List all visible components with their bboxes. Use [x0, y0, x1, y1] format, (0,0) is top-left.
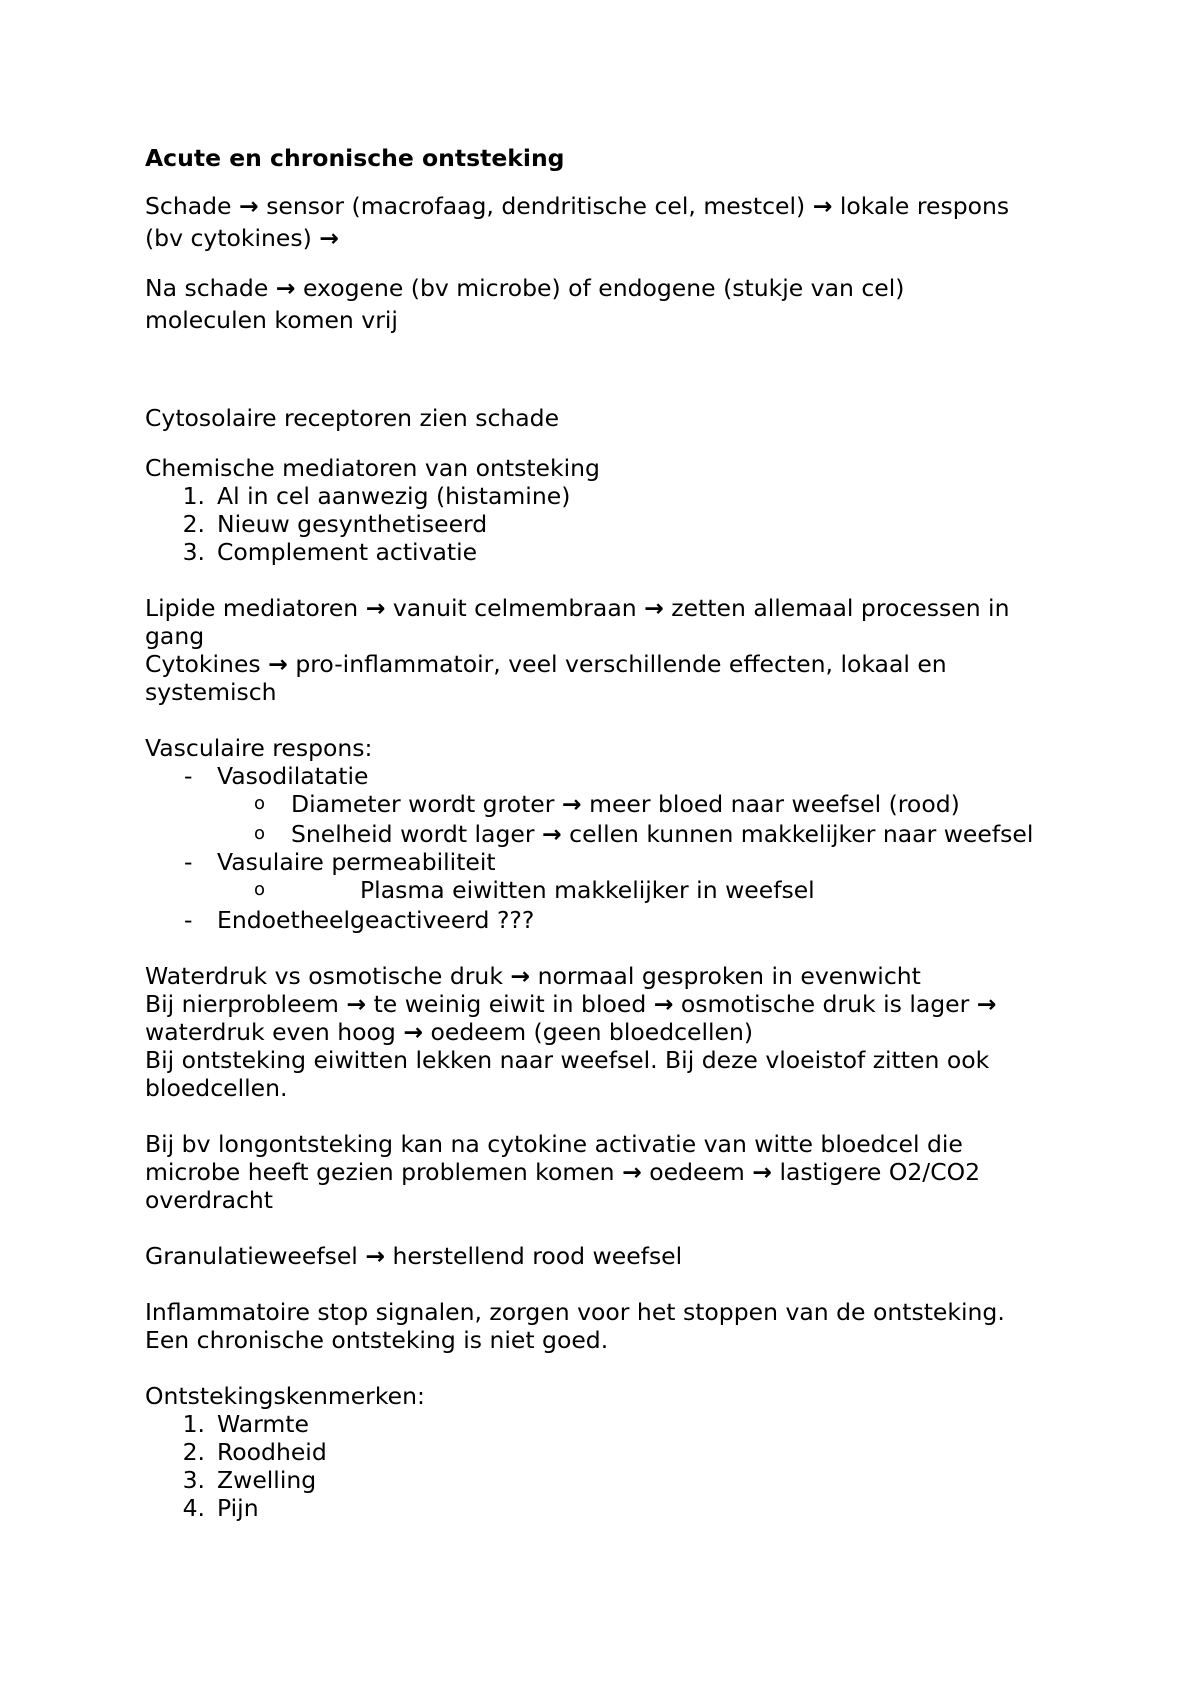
paragraph-waterdruk: [145, 962, 1155, 991]
list-text: [291, 820, 1033, 849]
arrow-icon: →: [752, 1158, 772, 1186]
text: waterdruk even hoog: [145, 1018, 396, 1046]
arrow-icon: →: [365, 594, 386, 622]
text: Bij nierprobleem: [145, 990, 339, 1018]
list-text: Vasodilatatie: [217, 762, 369, 790]
arrow-icon: →: [653, 990, 674, 1018]
text: exogene (bv microbe) of endogene (stukje van cel): [302, 274, 905, 302]
text: lokale respons: [839, 192, 1010, 220]
list-number: 1.: [182, 482, 205, 510]
paragraph-longontsteking: Bij bv longontsteking kan na cytokine activatie van witte bloedcel die: [145, 1130, 963, 1158]
text: oedeem (geen bloedcellen): [430, 1018, 754, 1046]
arrow-icon: →: [561, 790, 582, 818]
list-number: 1.: [182, 1410, 205, 1438]
dash-bullet: -: [184, 906, 193, 934]
text: Lipide mediatoren: [145, 594, 359, 622]
paragraph-longontsteking-line3: overdracht: [145, 1186, 273, 1214]
text: Schade: [145, 192, 232, 220]
text: normaal gesproken in evenwicht: [537, 962, 921, 990]
paragraph-kenmerken: Ontstekingskenmerken:: [145, 1382, 425, 1410]
paragraph-schade-line2: [145, 224, 1155, 253]
text: Cytokines: [145, 650, 261, 678]
arrow-icon: →: [622, 1158, 642, 1186]
arrow-icon: →: [510, 962, 531, 990]
paragraph-lipide: [145, 594, 1155, 623]
list-text: Endoetheelgeactiveerd ???: [217, 906, 535, 934]
dash-bullet: -: [184, 848, 193, 876]
paragraph-waterdruk-line3: [145, 1018, 1155, 1047]
paragraph-na-schade: [145, 274, 1155, 303]
list-text: Zwelling: [217, 1466, 317, 1494]
paragraph-lipide-line2: gang: [145, 622, 205, 650]
list-text: Nieuw gesynthetiseerd: [217, 510, 488, 538]
text: (bv cytokines): [145, 224, 312, 252]
circle-bullet: o: [254, 793, 266, 814]
text: Snelheid wordt lager: [291, 820, 535, 848]
text: te weinig eiwit in bloed: [373, 990, 647, 1018]
arrow-icon: →: [644, 594, 664, 622]
text: cellen kunnen makkelijker naar weefsel: [569, 820, 1034, 848]
list-text: [291, 790, 960, 819]
paragraph-waterdruk-line5: bloedcellen.: [145, 1074, 288, 1102]
text: oedeem: [649, 1158, 745, 1186]
text: osmotische druk is lager: [680, 990, 970, 1018]
paragraph-waterdruk-line4: Bij ontsteking eiwitten lekken naar weefsel. Bij deze vloeistof zitten ook: [145, 1046, 990, 1074]
document-title: Acute en chronische ontsteking: [145, 144, 565, 172]
arrow-icon: →: [268, 650, 288, 678]
text: sensor (macrofaag, dendritische cel, mestcel): [266, 192, 806, 220]
paragraph-schade: [145, 192, 1155, 221]
paragraph-vasculaire: Vasculaire respons:: [145, 734, 373, 762]
list-number: 3.: [182, 1466, 205, 1494]
text: lastigere O2/CO2: [779, 1158, 981, 1186]
paragraph-inflammatoire-line2: Een chronische ontsteking is niet goed.: [145, 1326, 609, 1354]
arrow-icon: →: [275, 274, 296, 302]
circle-bullet: o: [254, 823, 266, 844]
paragraph-cytosolaire: Cytosolaire receptoren zien schade: [145, 404, 560, 432]
list-text: Al in cel aanwezig (histamine): [217, 482, 571, 510]
list-text: Warmte: [217, 1410, 309, 1438]
paragraph-na-schade-line2: moleculen komen vrij: [145, 306, 398, 334]
paragraph-inflammatoire: Inflammatoire stop signalen, zorgen voor het stoppen van de ontsteking.: [145, 1298, 1005, 1326]
arrow-icon: →: [365, 1242, 386, 1270]
circle-bullet: o: [254, 879, 266, 900]
text: Diameter wordt groter: [291, 790, 555, 818]
list-number: 4.: [182, 1494, 205, 1522]
text: zetten allemaal processen in: [671, 594, 1010, 622]
list-text: Pijn: [217, 1494, 259, 1522]
list-text: Complement activatie: [217, 538, 478, 566]
paragraph-longontsteking-line2: [145, 1158, 1155, 1187]
arrow-icon: →: [346, 990, 367, 1018]
paragraph-chemische: Chemische mediatoren van ontsteking: [145, 454, 600, 482]
paragraph-granulatie: [145, 1242, 1155, 1271]
list-number: 2.: [182, 510, 205, 538]
arrow-icon: →: [541, 820, 562, 848]
list-number: 3.: [182, 538, 205, 566]
text: herstellend rood weefsel: [392, 1242, 683, 1270]
arrow-icon: →: [812, 192, 833, 220]
list-number: 2.: [182, 1438, 205, 1466]
text: Waterdruk vs osmotische druk: [145, 962, 503, 990]
text: pro-inflammatoir, veel verschillende effecten, lokaal en: [295, 650, 947, 678]
paragraph-cytokines: [145, 650, 1155, 679]
text: Na schade: [145, 274, 269, 302]
arrow-icon: →: [403, 1018, 424, 1046]
text: microbe heeft gezien problemen komen: [145, 1158, 615, 1186]
text: meer bloed naar weefsel (rood): [589, 790, 960, 818]
list-text: Vasulaire permeabiliteit: [217, 848, 496, 876]
arrow-icon: →: [239, 192, 259, 220]
arrow-icon: →: [976, 990, 997, 1018]
paragraph-waterdruk-line2: [145, 990, 1155, 1019]
text: Granulatieweefsel: [145, 1242, 358, 1270]
dash-bullet: -: [184, 762, 193, 790]
paragraph-cytokines-line2: systemisch: [145, 678, 277, 706]
text: vanuit celmembraan: [392, 594, 637, 622]
list-text: Plasma eiwitten makkelijker in weefsel: [360, 876, 815, 904]
arrow-icon: →: [319, 224, 339, 252]
list-text: Roodheid: [217, 1438, 327, 1466]
